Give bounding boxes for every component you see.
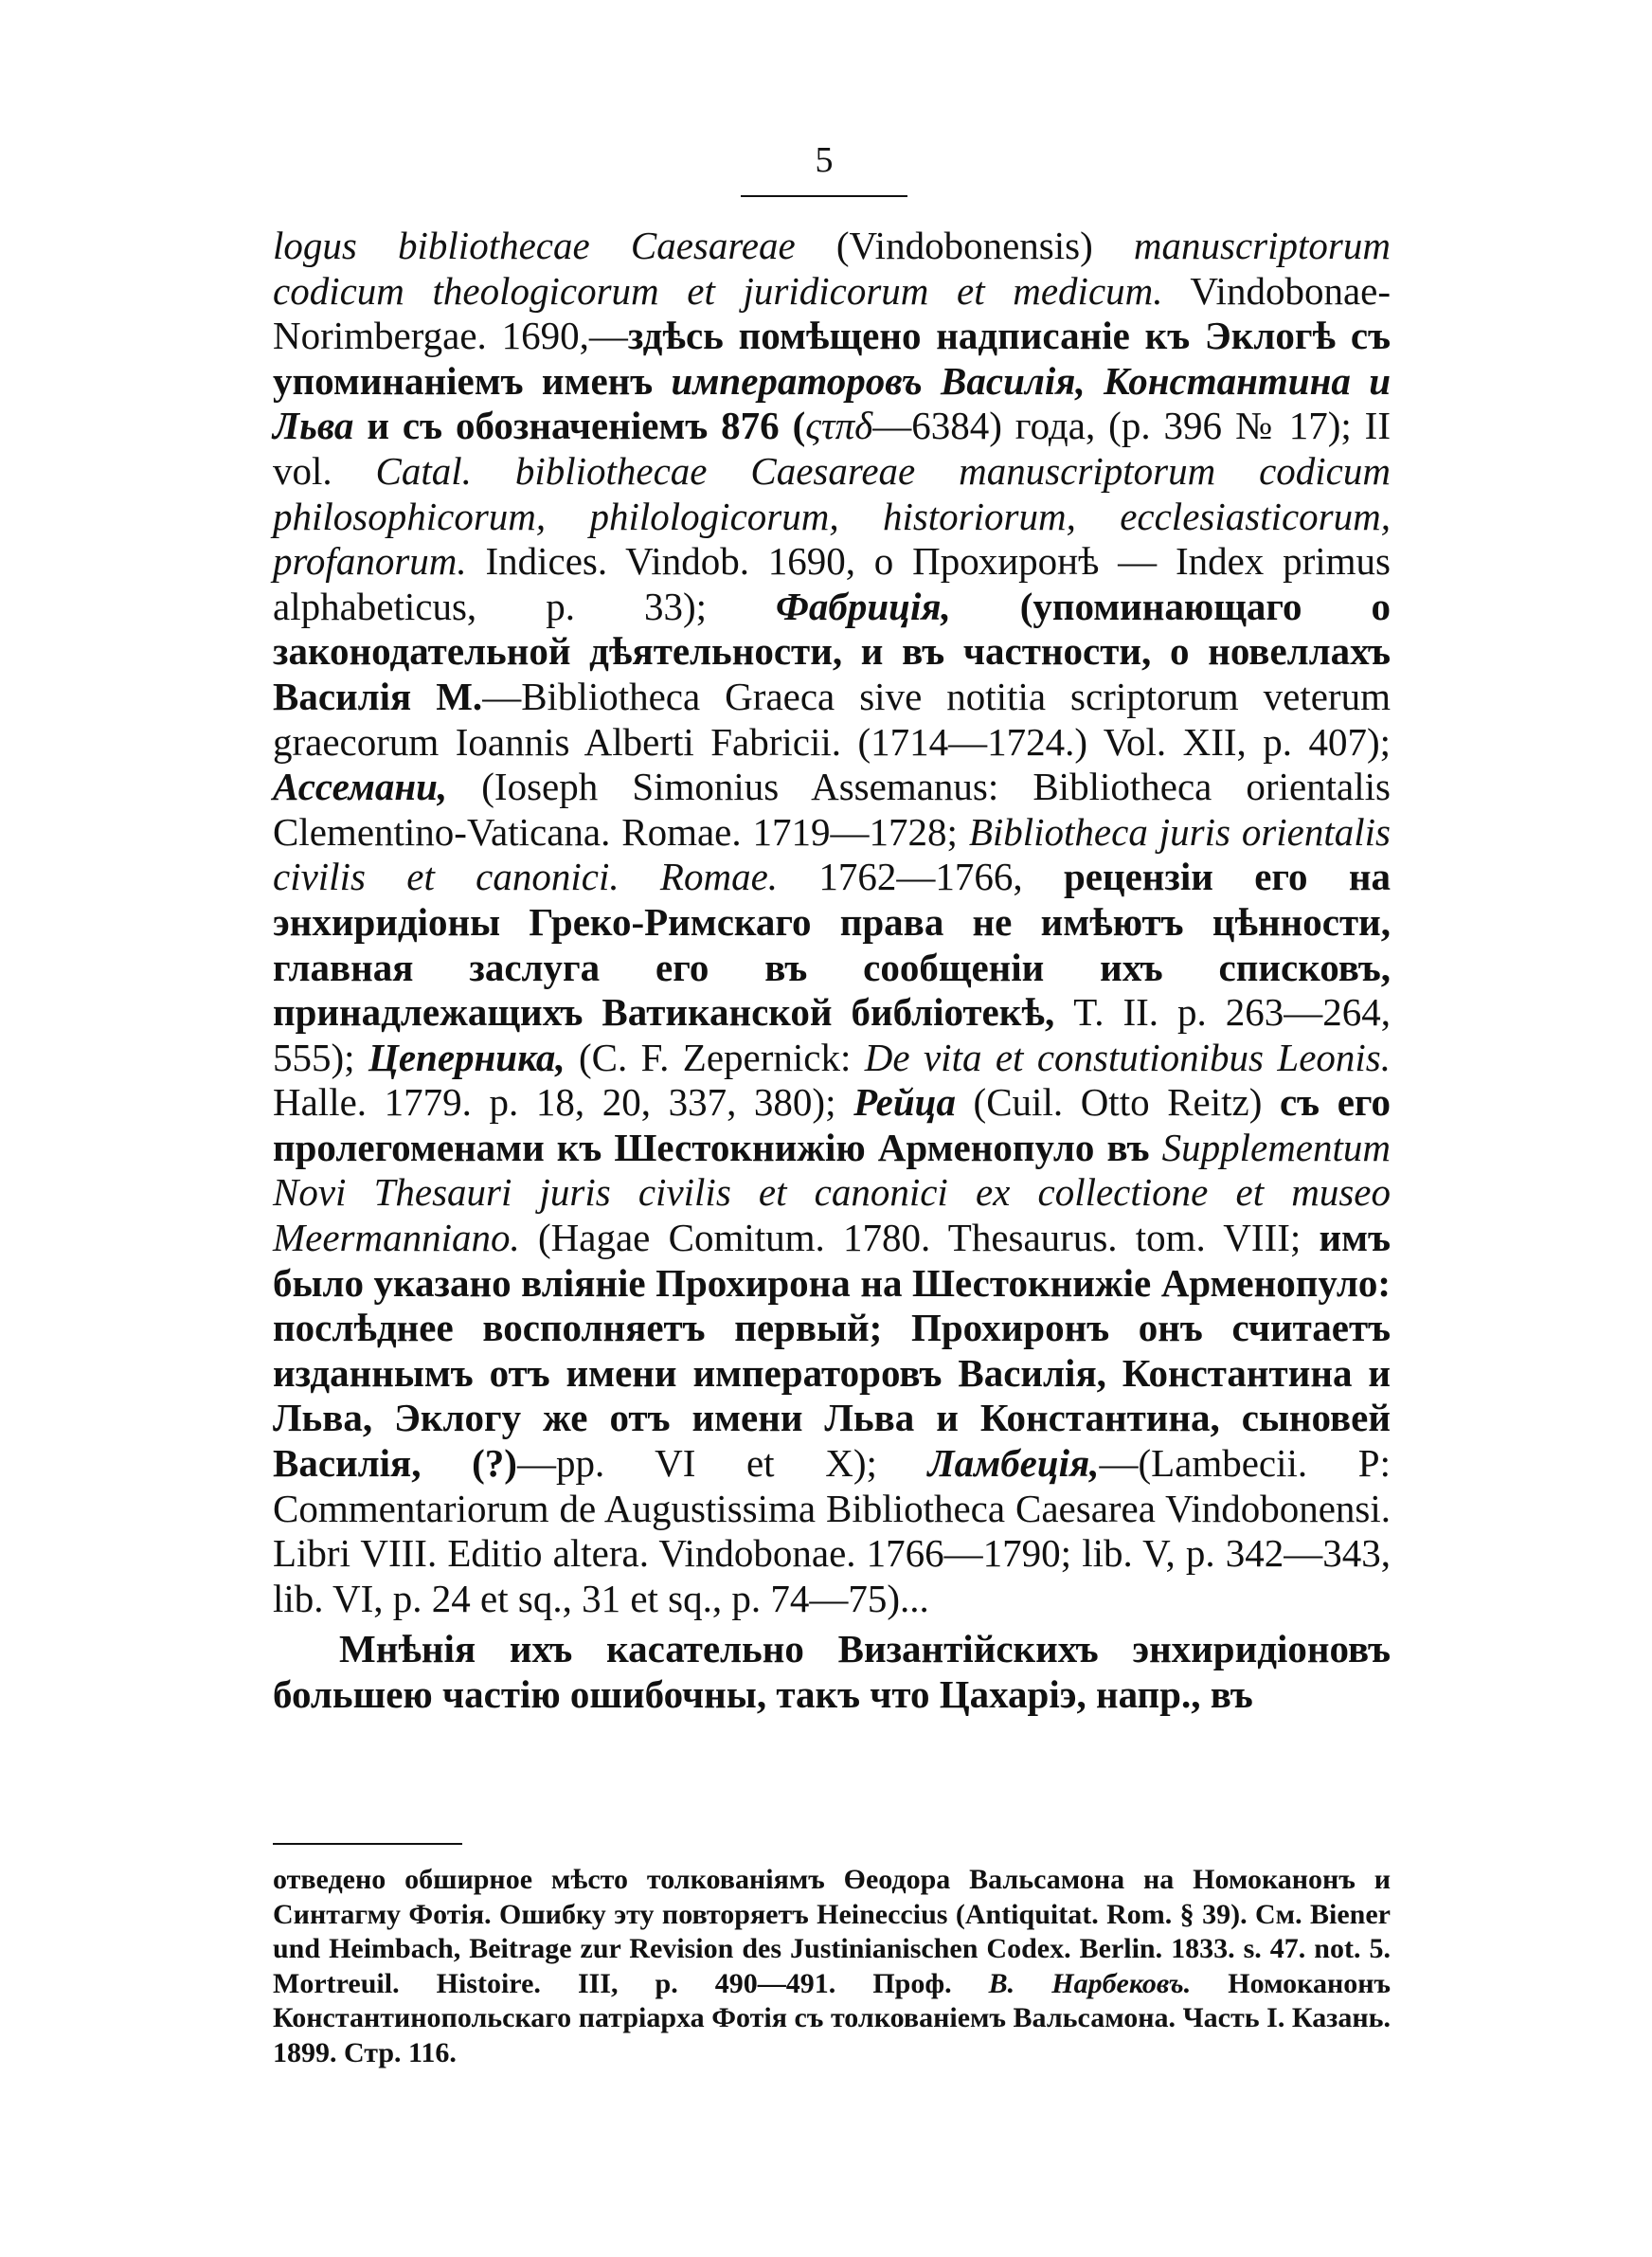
text-run: (упоминающаго о законодательной дѣятельности, и въ частности, о новеллахъ Василія М. [273, 584, 1391, 718]
text-run: Vindobonae-Norimbergae. 1690,— [273, 268, 1391, 358]
text-run: императоровъ Василія, Константина и Льва [273, 358, 1391, 448]
text-run: Номоканонъ Константинопольскаго патріарха Фотія съ толкованіемъ Вальсамона. Часть I. Казань. 1899. Стр. 116. [273, 1967, 1392, 2068]
text-run: logus bibliothecae Caesareae [273, 224, 796, 267]
text-run: Мнѣнія ихъ касательно Византійскихъ энхиридіоновъ большею частію ошибочны, такъ что Цахаріэ, напр., въ [273, 1627, 1391, 1716]
text-run: (Vindobonensis) [795, 224, 1134, 267]
text-run: Рейца [853, 1080, 956, 1125]
text-run: Фабриція, [776, 584, 951, 628]
text-run: —Bibliotheca Graeca sive notitia scriptorum veterum graecorum Ioannis Alberti Fabricii. (1714—1724.) Vol. XII, p. 407); [273, 674, 1391, 764]
text-run: Indices. Vindob. 1690, о Прохиронѣ — Index primus alphabeticus, p. 33); [273, 539, 1391, 628]
text-run: 1762—1766, [778, 855, 1064, 899]
text-run: T. II. p. 263—264, 555); [273, 990, 1391, 1079]
text-run: В. Нарбековъ. [988, 1967, 1192, 1999]
text-run: —6384) года, (р. 396 № 17); II vol. [273, 404, 1391, 493]
footnote-rule [273, 1843, 462, 1845]
text-run: отведено обширное мѣсто толкованіямъ Өеодора Вальсамона на Номоканонъ и Синтагму Фотія. Ошибку эту повторяетъ Heineccius (Antiquitat. Rom. § 39). См. Biener und Heimbach, Beitrage zur Revision des Justinianischen Codex. Berlin. 1833. s. 47. not. 5. Mortreuil. Histoire. III, p. 490—491. Проф. [273, 1864, 1391, 1999]
text-run: Цеперника, [368, 1035, 566, 1079]
text-run: (Ioseph Simonius Assemanus: Bibliotheca orientalis Clementino-Vaticana. Romae. 1719—1728; [273, 765, 1391, 854]
page-number-rule [741, 195, 907, 197]
text-run: —(Lambecii. P: Commentariorum de Augustissima Bibliotheca Caesarea Vindobonensi. Libri VIII. Editio altera. Vindobonae. 1766—1790; lib. V, p. 342—343, lib. VI, p. 24 et sq., 31 et sq., p. 74—75)... [273, 1441, 1391, 1620]
text-run: Supplementum Novi Thesauri juris civilis et canonici ex collectione et museo Meermanniano. [273, 1125, 1391, 1260]
text-run: Ассемани, [273, 765, 448, 809]
text-run: здѣсь помѣщено надписаніе къ Эклогѣ съ упоминаніемъ именъ [273, 314, 1391, 403]
page-number: 5 [815, 140, 834, 180]
text-run: Bibliotheca juris orientalis civilis et canonici. Romae. [273, 809, 1391, 899]
text-run: съ его пролегоменами къ Шестокнижію Арменопуло въ [273, 1080, 1391, 1169]
text-run: Catal. bibliothecae Caesareae manuscriptorum codicum philosophicorum, philologicorum, historiorum, ecclesiasticorum, profanorum. [273, 448, 1391, 584]
text-run: имъ было указано вліяніе Прохирона на Шестокнижіе Арменопуло: послѣднее восполняетъ первый; Прохиронъ онъ считаетъ изданнымъ отъ имени императоровъ Василія, Константина и Льва, Эклогу же отъ имени Льва и Константина, сыновей Василія, (?) [273, 1216, 1391, 1486]
text-run: (C. F. Zepernick: [565, 1035, 865, 1079]
text-run: De vita et constutionibus Leonis. [864, 1035, 1391, 1079]
footnote [273, 1863, 1391, 2070]
main-paragraph-1 [273, 224, 1391, 1621]
text-run: Halle. 1779. p. 18, 20, 337, 380); [273, 1080, 854, 1125]
main-text [273, 224, 1391, 1718]
text-run: и съ обозначеніемъ 876 ( [353, 404, 806, 448]
text-run: Ламбеція, [927, 1441, 1100, 1486]
text-run: рецензіи его на энхиридіоны Греко-Римскаго права не имѣютъ цѣнности, главная заслуга его въ сообщеніи ихъ списковъ, принадлежащихъ Ватиканской библіотекѣ, [273, 855, 1391, 1035]
text-run: (Hagae Comitum. 1780. Thesaurus. tom. VIII; [519, 1216, 1320, 1260]
text-run: manuscriptorum codicum theologicorum et juridicorum et medicum. [273, 224, 1391, 313]
text-run: ςτπδ [805, 404, 873, 448]
text-run: —pp. VI et X); [516, 1441, 928, 1486]
main-paragraph-2 [273, 1627, 1391, 1717]
text-run: (Cuil. Otto Reitz) [955, 1080, 1280, 1125]
footnote-text [273, 1863, 1391, 2070]
